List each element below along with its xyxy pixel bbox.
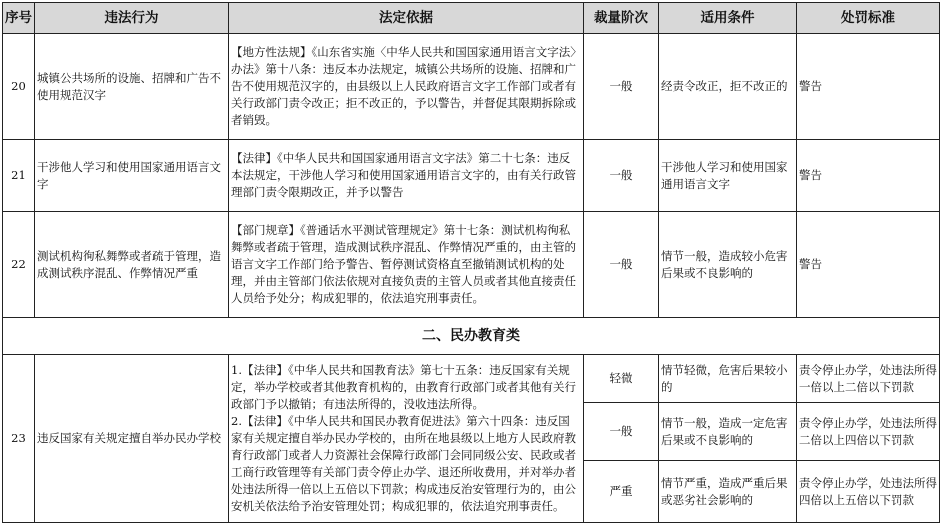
- row-penalty: 责令停止办学，处违法所得二倍以上四倍以下罚款: [797, 403, 940, 461]
- row-penalty: 警告: [797, 140, 940, 212]
- basis-item-2: 2.【法律】《中华人民共和国民办教育促进法》第六十四条：违反国家有关规定擅自举办民办学校的，由所在地县级以上地方人民政府教育行政部门或者人力资源社会保障行政部门会同同级公安、民政或者工商行政管理等有关部门责令停止办学、退还所收费用，并对举办者处违法所得一倍以上五倍以下罚款；构成违反治安管理行为的，由公安机关依法给予治安管理处罚；构成犯罪的，依法追究刑事责任。: [231, 414, 576, 513]
- row-condition: 经责令改正，拒不改正的: [659, 34, 797, 140]
- header-condition: 适用条件: [659, 3, 797, 34]
- row-level: 一般: [584, 34, 659, 140]
- row-basis: 【地方性法规】《山东省实施〈中华人民共和国国家通用语言文字法〉办法》第十八条：违反本办法规定，城镇公共场所的设施、招牌和广告不使用规范汉字的，由县级以上人民政府语言文字工作部门或者有关行政部门责令改正；拒不改正的，予以警告，并督促其限期拆除或者销毁。: [229, 34, 584, 140]
- table-row: [3, 212, 940, 318]
- row-basis: 【法律】《中华人民共和国国家通用语言文字法》第二十七条：违反本法规定，干涉他人学习和使用国家通用语言文字的，由有关行政管理部门责令限期改正，并予以警告: [229, 140, 584, 212]
- header-no: 序号: [3, 3, 35, 34]
- row-no: 22: [3, 212, 35, 318]
- table-row: [3, 140, 940, 212]
- row-penalty: 警告: [797, 212, 940, 318]
- row-act: 违反国家有关规定擅自举办民办学校: [35, 355, 229, 523]
- row-condition: 情节轻微，危害后果较小的: [659, 355, 797, 403]
- table-header-row: [3, 3, 940, 34]
- row-level: 一般: [584, 140, 659, 212]
- basis-item-1: 1.【法律】《中华人民共和国教育法》第七十五条：违反国家有关规定，举办学校或者其他教育机构的，由教育行政部门或者其他有关行政部门予以撤销；有违法所得的，没收违法所得。: [231, 363, 576, 411]
- row-level: 轻微: [584, 355, 659, 403]
- penalty-discretion-table: [2, 2, 940, 523]
- row-act: 城镇公共场所的设施、招牌和广告不使用规范汉字: [35, 34, 229, 140]
- row-condition: 干涉他人学习和使用国家通用语言文字: [659, 140, 797, 212]
- section-title: 二、民办教育类: [3, 318, 940, 355]
- row-act: 测试机构徇私舞弊或者疏于管理，造成测试秩序混乱、作弊情况严重: [35, 212, 229, 318]
- header-basis: 法定依据: [229, 3, 584, 34]
- row-condition: 情节一般，造成较小危害后果或不良影响的: [659, 212, 797, 318]
- row-level: 一般: [584, 212, 659, 318]
- row-level: 严重: [584, 461, 659, 523]
- row-act: 干涉他人学习和使用国家通用语言文字: [35, 140, 229, 212]
- table-row: [3, 34, 940, 140]
- table-row: [3, 355, 940, 403]
- row-no: 21: [3, 140, 35, 212]
- header-act: 违法行为: [35, 3, 229, 34]
- row-basis: [229, 355, 584, 523]
- row-penalty: 责令停止办学，处违法所得四倍以上五倍以下罚款: [797, 461, 940, 523]
- row-no: 23: [3, 355, 35, 523]
- row-no: 20: [3, 34, 35, 140]
- row-basis: 【部门规章】《普通话水平测试管理规定》第十七条：测试机构徇私舞弊或者疏于管理，造成测试秩序混乱、作弊情况严重的，由主管的语言文字工作部门给予警告、暂停测试资格直至撤销测试机构的处理，并由主管部门依法依规对直接负责的主管人员或者其他直接责任人员给予处分；构成犯罪的，依法追究刑事责任。: [229, 212, 584, 318]
- row-level: 一般: [584, 403, 659, 461]
- header-penalty: 处罚标准: [797, 3, 940, 34]
- header-level: 裁量阶次: [584, 3, 659, 34]
- row-penalty: 警告: [797, 34, 940, 140]
- section-row: [3, 318, 940, 355]
- row-penalty: 责令停止办学，处违法所得一倍以上二倍以下罚款: [797, 355, 940, 403]
- row-condition: 情节一般，造成一定危害后果或不良影响的: [659, 403, 797, 461]
- row-condition: 情节严重，造成严重后果或恶劣社会影响的: [659, 461, 797, 523]
